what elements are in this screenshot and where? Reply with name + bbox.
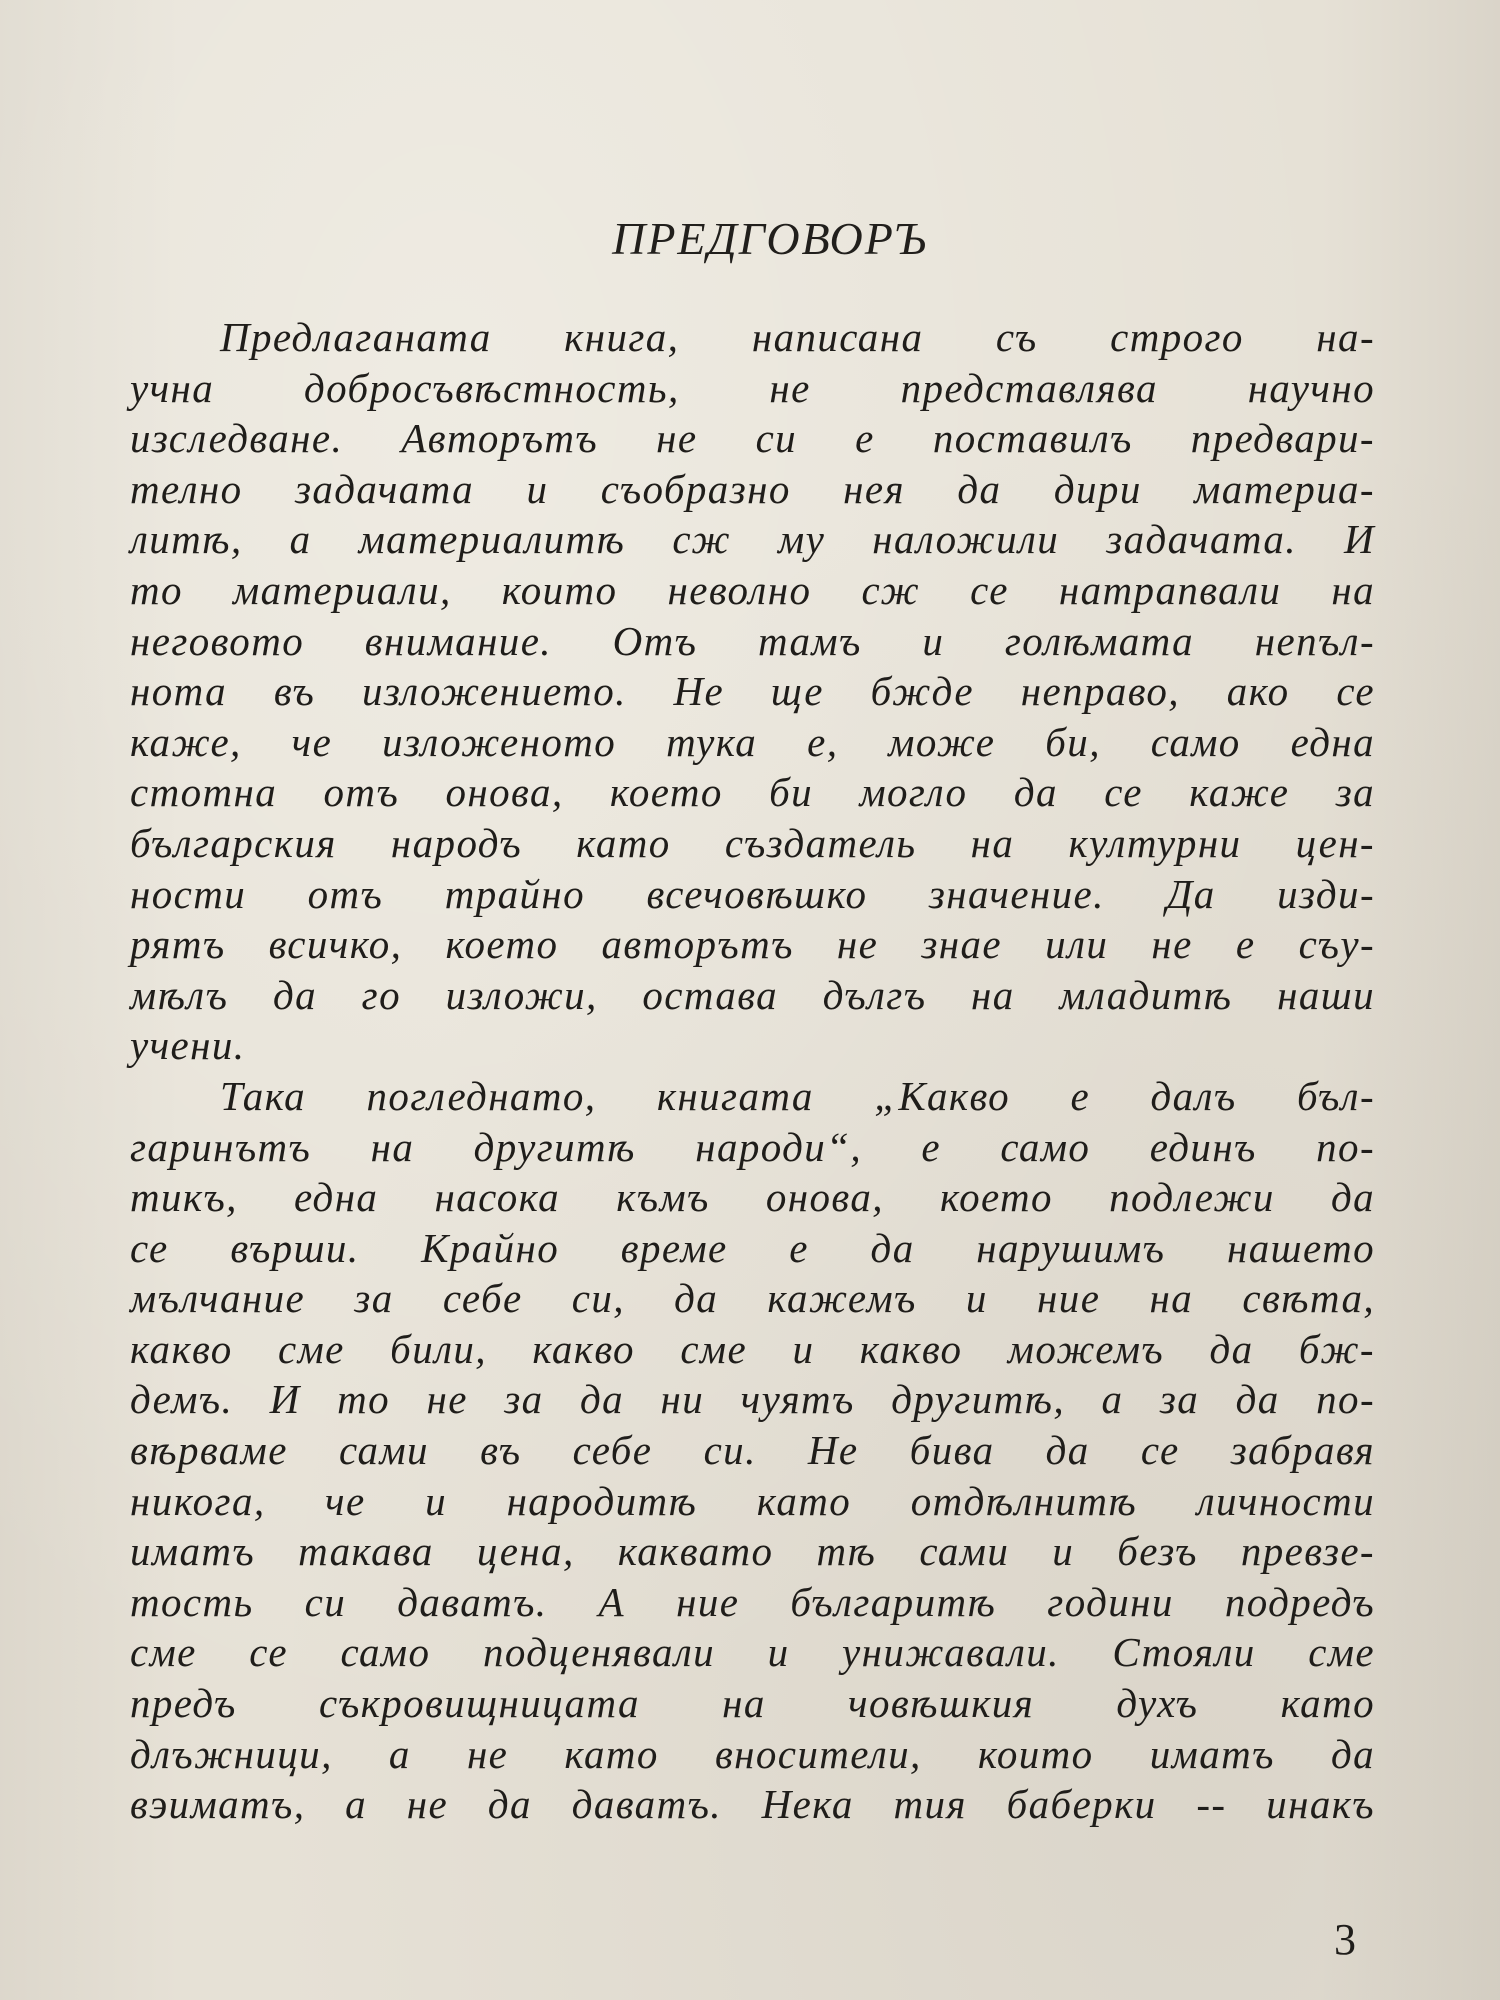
paragraph-2-line-3: тикъ, една насока къмъ онова, което подлежи да [130,1174,1375,1221]
paragraph-1-line-2: учна добросъвѣстность, не представлява научно [130,364,1375,411]
paragraph-2-line-2: гаринътъ на другитѣ народи“, е само единъ по- [130,1123,1375,1170]
paragraph-1-line-8: нота въ изложението. Не ще бжде неправо, ако се [130,668,1375,715]
paragraph-1-line-10: стотна отъ онова, което би могло да се каже за [130,769,1375,816]
paragraph-2-line-15: вэиматъ, а не да даватъ. Нека тия баберки -- инакъ [130,1781,1375,1828]
paragraph-1-line-7: неговото внимание. Отъ тамъ и голѣмата непъл- [130,617,1375,664]
paragraph-1-line-1: Предлаганата книга, написана съ строго на- [220,314,1375,360]
page-title: ПРЕДГОВОРЪ [612,213,928,264]
paragraph-2-line-4: се върши. Крайно време е да нарушимъ нашето [130,1224,1375,1271]
paragraph-2-line-7: демъ. И то не за да ни чуятъ другитѣ, а за да по- [130,1376,1375,1423]
paragraph-1-line-15: учени. [130,1022,246,1069]
paragraph-1-line-11: българския народъ като създатель на културни цен- [130,819,1375,866]
paragraph-1-line-3: изследване. Авторътъ не си е поставилъ предвари- [130,415,1375,462]
paragraph-1-line-14: мѣлъ да го изложи, остава дългъ на младитѣ наши [130,971,1375,1018]
paragraph-2-line-13: предъ съкровищницата на човѣшкия духъ като [130,1680,1375,1727]
paragraph-2-line-12: сме се само подценявали и унижавали. Стояли сме [130,1629,1375,1676]
paragraph-1-line-4: телно задачата и съобразно нея да дири материа- [130,465,1375,512]
paragraph-2-line-14: длъжници, а не като вносители, които иматъ да [130,1730,1375,1777]
paragraph-2-line-8: вѣрваме сами въ себе си. Не бива да се забравя [130,1427,1375,1474]
paragraph-2-line-1: Така погледнато, книгата „Какво е далъ бъл- [220,1072,1375,1119]
paragraph-1-line-9: каже, че изложеното тука е, може би, само една [130,718,1375,765]
paragraph-2-line-9: никога, че и народитѣ като отдѣлнитѣ личности [130,1477,1375,1524]
paragraph-1-line-6: то материали, които неволно сж се натрапвали на [130,566,1375,613]
paragraph-2-line-5: мълчание за себе си, да кажемъ и ние на свѣта, [130,1275,1375,1322]
paragraph-1-line-5: литѣ, а материалитѣ сж му наложили задачата. И [130,516,1375,563]
body-text [130,312,1375,1830]
paragraph-1-line-12: ности отъ трайно всечовѣшко значение. Да изди- [130,870,1375,917]
paragraph-2-line-10: иматъ такава цена, каквато тѣ сами и безъ превзе- [130,1528,1375,1575]
paragraph-2-line-11: тость си даватъ. А ние българитѣ години подредъ [130,1578,1375,1625]
paragraph-1-line-13: рятъ всичко, което авторътъ не знае или не е съу- [130,921,1375,968]
page-number: 3 [1334,1915,1356,1964]
paragraph-2-line-6: какво сме били, какво сме и какво можемъ да бж- [130,1325,1375,1372]
